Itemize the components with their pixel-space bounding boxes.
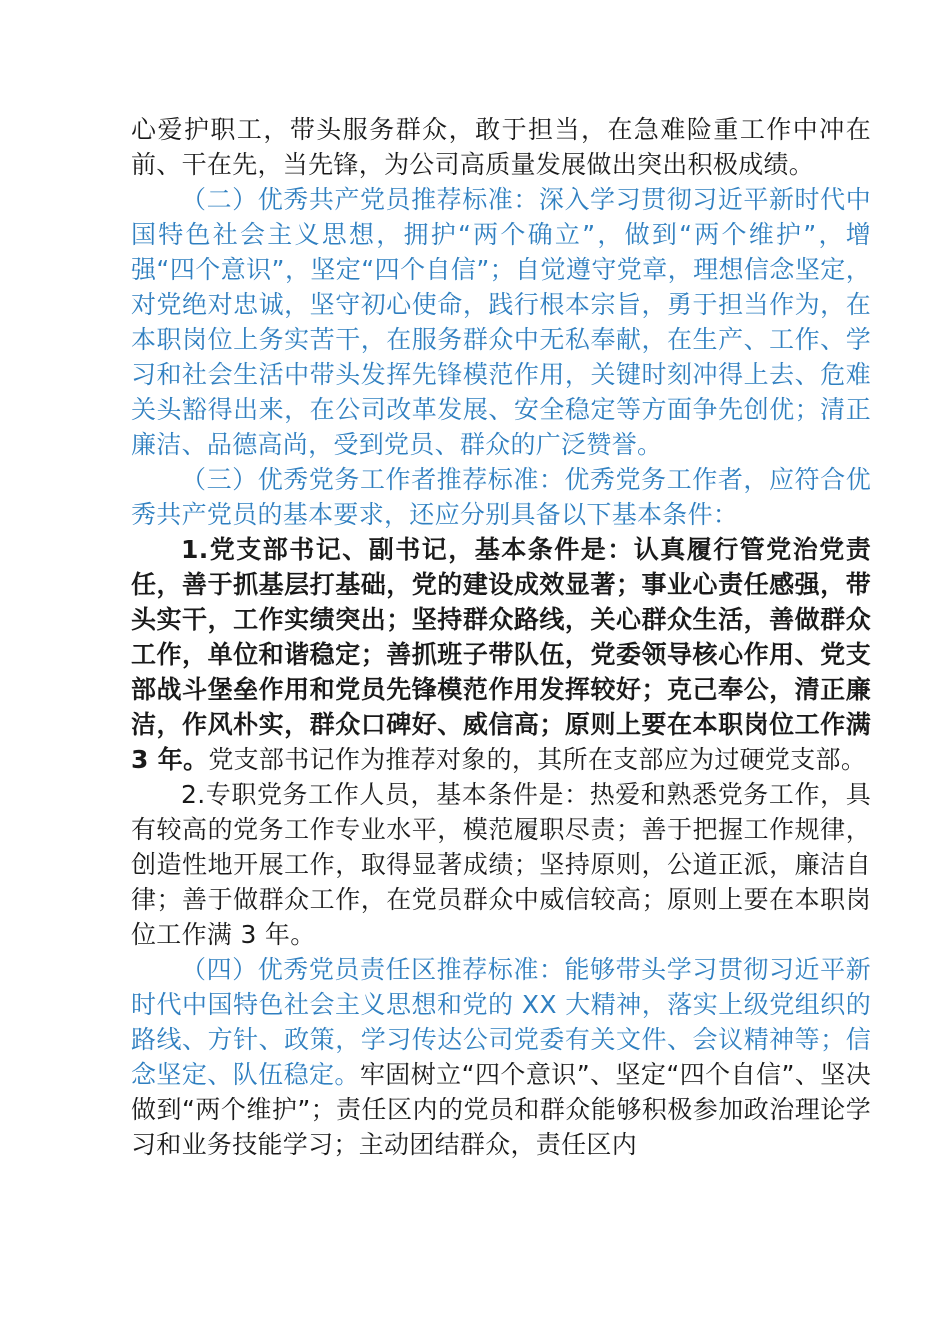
responsibility-zone-details: 牢固树立“四个意识”、坚定“四个自信”、坚决做到“两个维护”；责任区内的党员和群众能够积极参加政治理论学习和业务技能学习；主动团结群众，责任区内 [131, 1060, 871, 1159]
responsibility-zone-standard: （四）优秀党员责任区推荐标准：能够带头学习贯彻习近平新时代中国特色社会主义思想和党的 XX 大精神，落实上级党组织的路线、方针、政策，学习传达公司党委有关文件、会议精神等；信念坚定、队伍稳定。 [131, 955, 871, 1089]
paragraph-party-member-standard: （二）优秀共产党员推荐标准：深入学习贯彻习近平新时代中国特色社会主义思想，拥护“两个确立”，做到“两个维护”，增强“四个意识”，坚定“四个自信”；自觉遵守党章，理想信念坚定，对党绝对忠诚，坚守初心使命，践行根本宗旨，勇于担当作为，在本职岗位上务实苦干，在服务群众中无私奉献，在生产、工作、学习和社会生活中带头发挥先锋模范作用，关键时刻冲得上去、危难关头豁得出来，在公司改革发展、安全稳定等方面争先创优；清正廉洁、品德高尚，受到党员、群众的广泛赞誉。 [131, 185, 871, 459]
paragraph-branch-secretary [131, 532, 871, 777]
paragraph-fulltime-staff: 2.专职党务工作人员，基本条件是：热爱和熟悉党务工作，具有较高的党务工作专业水平，模范履职尽责；善于把握工作规律，创造性地开展工作，取得显著成绩；坚持原则，公道正派，廉洁自律；善于做群众工作，在党员群众中威信较高；原则上要在本职岗位工作满 3 年。 [131, 780, 871, 949]
paragraph-party-worker-standard: （三）优秀党务工作者推荐标准：优秀党务工作者，应符合优秀共产党员的基本要求，还应分别具备以下基本条件： [131, 465, 871, 529]
paragraph-responsibility-zone [131, 952, 871, 1162]
document-page [131, 112, 871, 1162]
branch-secretary-note: 党支部书记作为推荐对象的，其所在支部应为过硬党支部。 [208, 745, 867, 774]
paragraph-continuation: 心爱护职工，带头服务群众，敢于担当，在急难险重工作中冲在前、干在先，当先锋，为公司高质量发展做出突出积极成绩。 [131, 115, 871, 179]
branch-secretary-conditions: 1.党支部书记、副书记，基本条件是：认真履行管党治党责任，善于抓基层打基础，党的建设成效显著；事业心责任感强，带头实干，工作实绩突出；坚持群众路线，关心群众生活，善做群众工作，单位和谐稳定；善抓班子带队伍，党委领导核心作用、党支部战斗堡垒作用和党员先锋模范作用发挥较好；克己奉公，清正廉洁，作风朴实，群众口碑好、威信高；原则上要在本职岗位工作满 3 年。 [131, 535, 871, 774]
